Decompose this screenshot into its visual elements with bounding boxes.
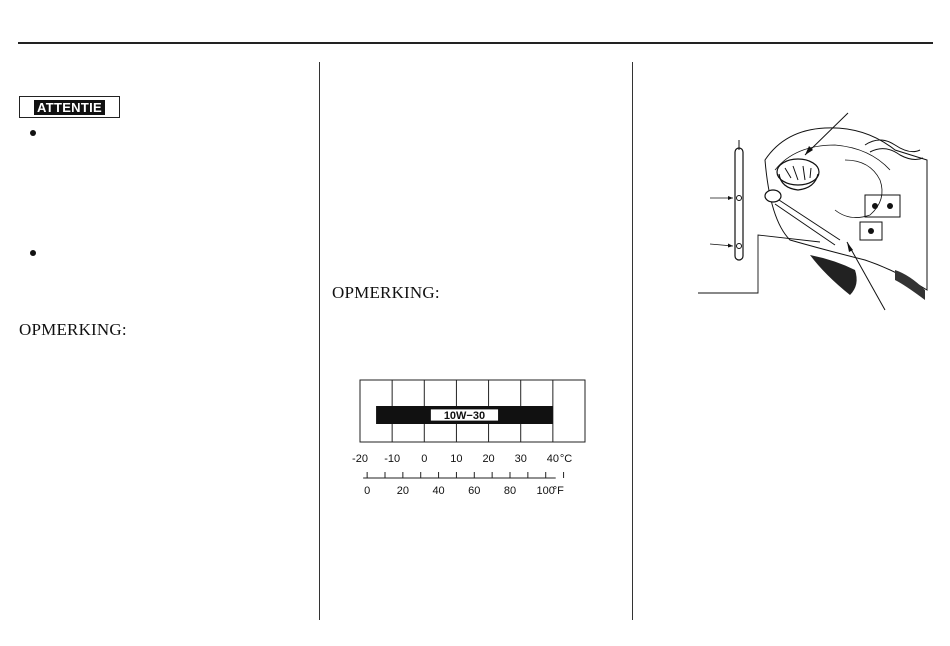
- column-divider-left: [319, 62, 320, 620]
- celsius-tick-label: 40: [546, 453, 559, 465]
- celsius-tick-label: 20: [482, 453, 495, 465]
- bullet-icon: [30, 130, 36, 136]
- note-heading: OPMERKING:: [332, 283, 440, 302]
- fahrenheit-tick-label: 100: [536, 485, 555, 497]
- engine-oil-filler-diagram-icon: [695, 100, 930, 320]
- attentie-badge: [19, 96, 120, 118]
- celsius-tick-label: -10: [384, 453, 401, 465]
- fahrenheit-unit-label: °F: [552, 485, 564, 497]
- viscosity-bar-label: 10W−30: [443, 410, 486, 422]
- celsius-tick-label: -20: [352, 453, 368, 465]
- fahrenheit-tick-label: 20: [396, 485, 409, 497]
- celsius-tick-label: 0: [421, 453, 428, 465]
- fahrenheit-tick-label: 0: [364, 485, 371, 497]
- celsius-tick-label: 30: [514, 453, 527, 465]
- oil-viscosity-chart: [340, 372, 590, 507]
- column-divider-right: [632, 62, 633, 620]
- celsius-unit-label: °C: [559, 453, 573, 465]
- celsius-tick-label: 10: [450, 453, 463, 465]
- attentie-label: ATTENTIE: [34, 100, 105, 115]
- header-rule: [18, 42, 933, 44]
- fahrenheit-tick-label: 60: [468, 485, 481, 497]
- bullet-icon: [30, 250, 36, 256]
- fahrenheit-tick-label: 40: [432, 485, 445, 497]
- fahrenheit-tick-label: 80: [503, 485, 517, 497]
- chart-svg: [340, 372, 590, 507]
- note-heading: OPMERKING:: [19, 320, 127, 339]
